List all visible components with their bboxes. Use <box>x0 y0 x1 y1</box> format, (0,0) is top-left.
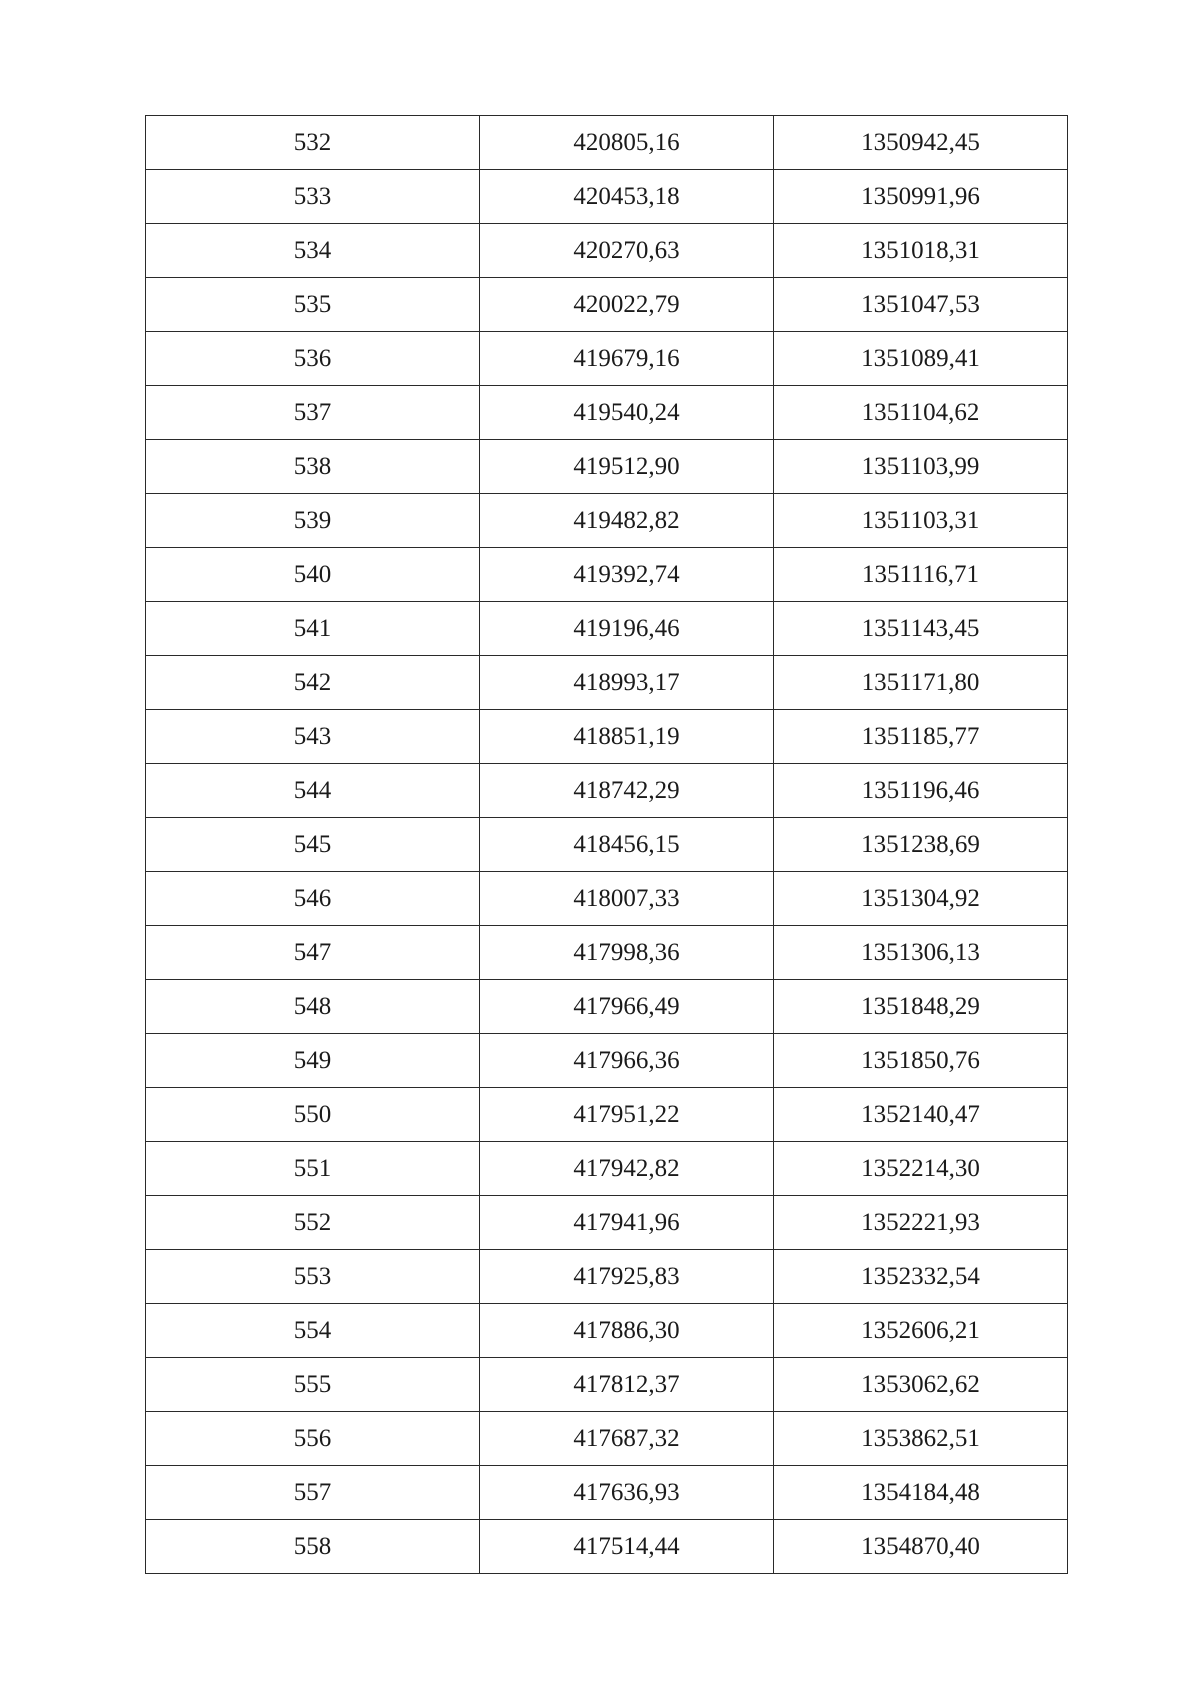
point-number-cell: 558 <box>146 1520 480 1574</box>
y-coordinate-cell: 1352140,47 <box>774 1088 1068 1142</box>
y-coordinate-cell: 1351018,31 <box>774 224 1068 278</box>
table-row <box>146 1412 1068 1466</box>
y-coordinate-cell: 1351143,45 <box>774 602 1068 656</box>
y-coordinate-cell: 1351103,31 <box>774 494 1068 548</box>
table-row <box>146 1304 1068 1358</box>
x-coordinate-cell: 417966,36 <box>480 1034 774 1088</box>
point-number-cell: 556 <box>146 1412 480 1466</box>
y-coordinate-cell: 1352332,54 <box>774 1250 1068 1304</box>
y-coordinate-cell: 1354870,40 <box>774 1520 1068 1574</box>
table-row <box>146 494 1068 548</box>
point-number-cell: 548 <box>146 980 480 1034</box>
table-row <box>146 818 1068 872</box>
y-coordinate-cell: 1353862,51 <box>774 1412 1068 1466</box>
point-number-cell: 540 <box>146 548 480 602</box>
table-row <box>146 656 1068 710</box>
table-row <box>146 602 1068 656</box>
coordinates-table-body <box>146 116 1068 1574</box>
x-coordinate-cell: 420270,63 <box>480 224 774 278</box>
y-coordinate-cell: 1351116,71 <box>774 548 1068 602</box>
table-row <box>146 1034 1068 1088</box>
table-row <box>146 1142 1068 1196</box>
x-coordinate-cell: 417636,93 <box>480 1466 774 1520</box>
y-coordinate-cell: 1351304,92 <box>774 872 1068 926</box>
y-coordinate-cell: 1351089,41 <box>774 332 1068 386</box>
y-coordinate-cell: 1350991,96 <box>774 170 1068 224</box>
table-row <box>146 1520 1068 1574</box>
x-coordinate-cell: 419540,24 <box>480 386 774 440</box>
point-number-cell: 536 <box>146 332 480 386</box>
x-coordinate-cell: 417812,37 <box>480 1358 774 1412</box>
point-number-cell: 546 <box>146 872 480 926</box>
y-coordinate-cell: 1351185,77 <box>774 710 1068 764</box>
x-coordinate-cell: 417998,36 <box>480 926 774 980</box>
point-number-cell: 532 <box>146 116 480 170</box>
point-number-cell: 539 <box>146 494 480 548</box>
coordinates-table <box>145 115 1068 1574</box>
table-row <box>146 170 1068 224</box>
y-coordinate-cell: 1351171,80 <box>774 656 1068 710</box>
point-number-cell: 551 <box>146 1142 480 1196</box>
x-coordinate-cell: 418007,33 <box>480 872 774 926</box>
x-coordinate-cell: 420453,18 <box>480 170 774 224</box>
y-coordinate-cell: 1352606,21 <box>774 1304 1068 1358</box>
x-coordinate-cell: 418851,19 <box>480 710 774 764</box>
point-number-cell: 542 <box>146 656 480 710</box>
y-coordinate-cell: 1351238,69 <box>774 818 1068 872</box>
x-coordinate-cell: 418742,29 <box>480 764 774 818</box>
x-coordinate-cell: 419196,46 <box>480 602 774 656</box>
table-row <box>146 278 1068 332</box>
x-coordinate-cell: 418456,15 <box>480 818 774 872</box>
point-number-cell: 554 <box>146 1304 480 1358</box>
point-number-cell: 555 <box>146 1358 480 1412</box>
table-row <box>146 332 1068 386</box>
x-coordinate-cell: 417925,83 <box>480 1250 774 1304</box>
table-row <box>146 548 1068 602</box>
point-number-cell: 535 <box>146 278 480 332</box>
table-row <box>146 1088 1068 1142</box>
point-number-cell: 544 <box>146 764 480 818</box>
table-row <box>146 1358 1068 1412</box>
table-row <box>146 710 1068 764</box>
y-coordinate-cell: 1352214,30 <box>774 1142 1068 1196</box>
x-coordinate-cell: 417687,32 <box>480 1412 774 1466</box>
table-row <box>146 764 1068 818</box>
y-coordinate-cell: 1351848,29 <box>774 980 1068 1034</box>
y-coordinate-cell: 1351103,99 <box>774 440 1068 494</box>
y-coordinate-cell: 1351196,46 <box>774 764 1068 818</box>
table-row <box>146 980 1068 1034</box>
table-row <box>146 224 1068 278</box>
table-row <box>146 1250 1068 1304</box>
point-number-cell: 553 <box>146 1250 480 1304</box>
x-coordinate-cell: 417886,30 <box>480 1304 774 1358</box>
x-coordinate-cell: 420022,79 <box>480 278 774 332</box>
y-coordinate-cell: 1350942,45 <box>774 116 1068 170</box>
point-number-cell: 552 <box>146 1196 480 1250</box>
table-row <box>146 926 1068 980</box>
point-number-cell: 547 <box>146 926 480 980</box>
x-coordinate-cell: 420805,16 <box>480 116 774 170</box>
table-row <box>146 1466 1068 1520</box>
point-number-cell: 550 <box>146 1088 480 1142</box>
point-number-cell: 537 <box>146 386 480 440</box>
point-number-cell: 533 <box>146 170 480 224</box>
y-coordinate-cell: 1351104,62 <box>774 386 1068 440</box>
x-coordinate-cell: 419482,82 <box>480 494 774 548</box>
table-row <box>146 386 1068 440</box>
x-coordinate-cell: 417942,82 <box>480 1142 774 1196</box>
table-row <box>146 1196 1068 1250</box>
x-coordinate-cell: 419512,90 <box>480 440 774 494</box>
x-coordinate-cell: 418993,17 <box>480 656 774 710</box>
y-coordinate-cell: 1354184,48 <box>774 1466 1068 1520</box>
x-coordinate-cell: 417951,22 <box>480 1088 774 1142</box>
point-number-cell: 557 <box>146 1466 480 1520</box>
point-number-cell: 541 <box>146 602 480 656</box>
x-coordinate-cell: 419392,74 <box>480 548 774 602</box>
point-number-cell: 549 <box>146 1034 480 1088</box>
y-coordinate-cell: 1353062,62 <box>774 1358 1068 1412</box>
table-row <box>146 440 1068 494</box>
y-coordinate-cell: 1352221,93 <box>774 1196 1068 1250</box>
y-coordinate-cell: 1351850,76 <box>774 1034 1068 1088</box>
y-coordinate-cell: 1351306,13 <box>774 926 1068 980</box>
x-coordinate-cell: 417941,96 <box>480 1196 774 1250</box>
table-row <box>146 872 1068 926</box>
point-number-cell: 543 <box>146 710 480 764</box>
x-coordinate-cell: 417966,49 <box>480 980 774 1034</box>
x-coordinate-cell: 417514,44 <box>480 1520 774 1574</box>
x-coordinate-cell: 419679,16 <box>480 332 774 386</box>
table-row <box>146 116 1068 170</box>
point-number-cell: 538 <box>146 440 480 494</box>
point-number-cell: 545 <box>146 818 480 872</box>
point-number-cell: 534 <box>146 224 480 278</box>
y-coordinate-cell: 1351047,53 <box>774 278 1068 332</box>
